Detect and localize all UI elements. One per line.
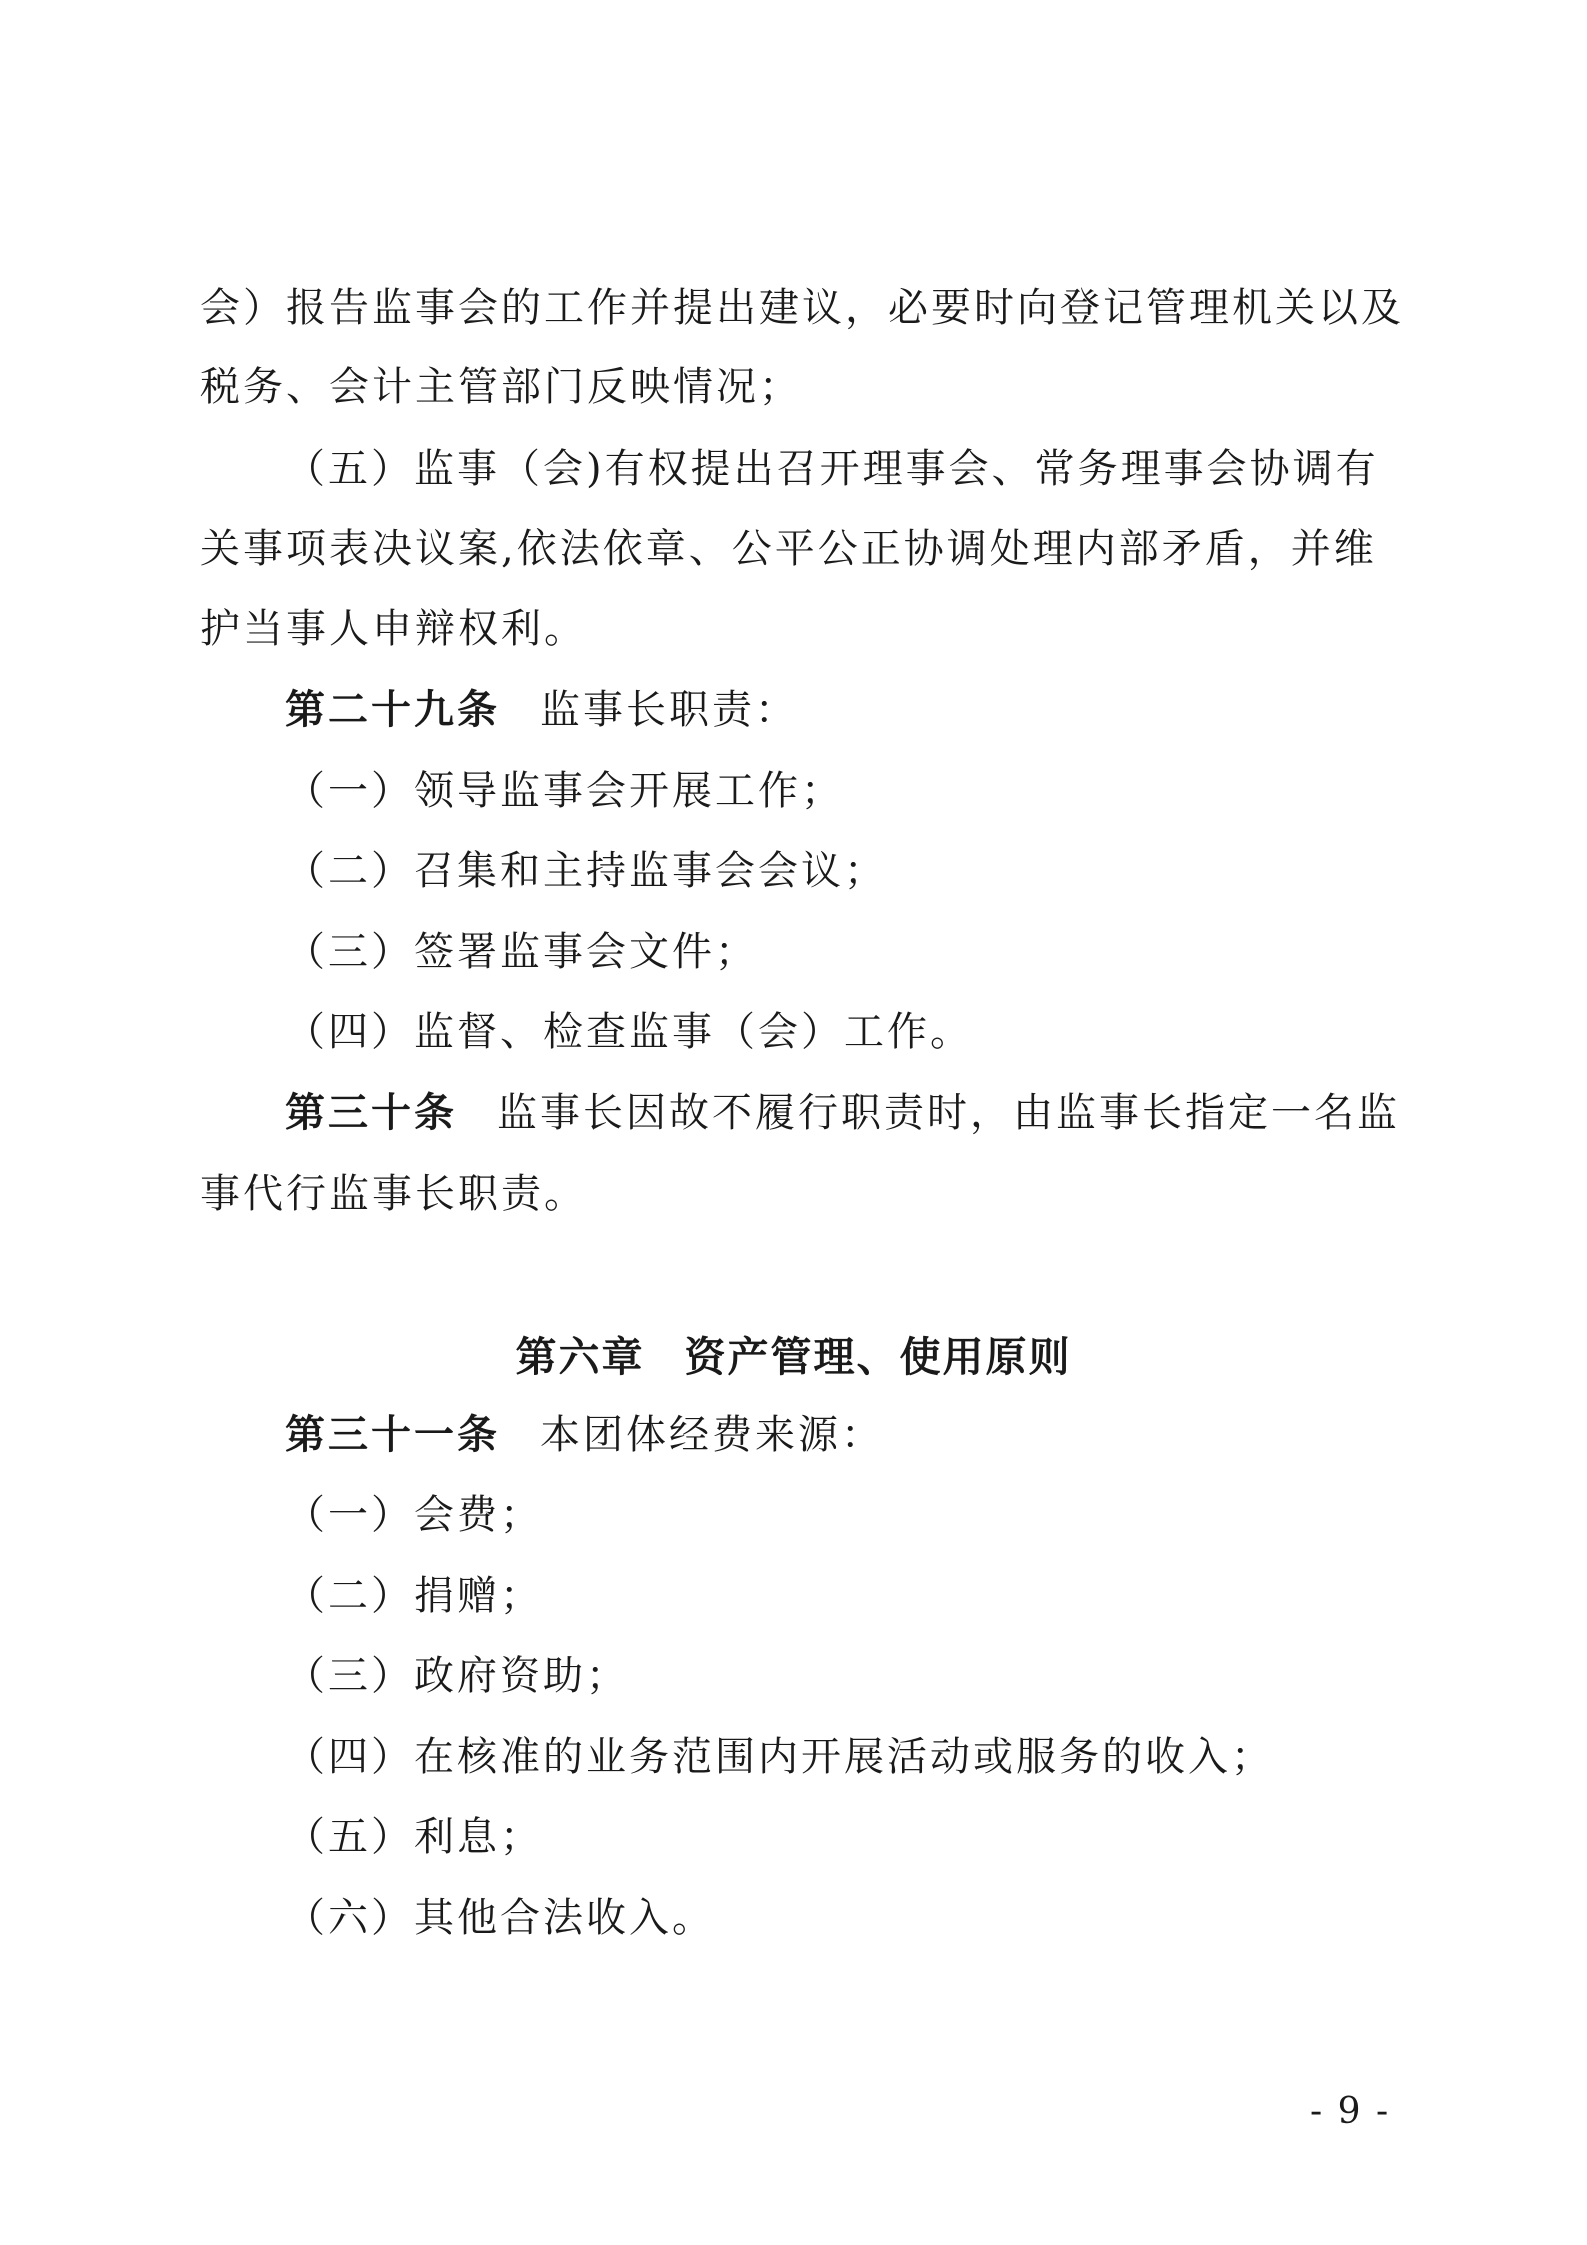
article-30 — [285, 1089, 1400, 1137]
article-31 — [285, 1411, 884, 1459]
paragraph-line: 会）报告监事会的工作并提出建议，必要时向登记管理机关以及 — [200, 285, 1404, 331]
list-item: （四）监督、检查监事（会）工作。 — [285, 1009, 973, 1055]
article-31-label: 第三十一条 — [285, 1411, 500, 1458]
list-item: （二）捐赠； — [285, 1573, 543, 1619]
list-item: （六）其他合法收入。 — [285, 1895, 715, 1941]
list-item: （三）政府资助； — [285, 1653, 629, 1699]
article-30-label: 第三十条 — [285, 1089, 457, 1136]
article-29-label: 第二十九条 — [285, 686, 500, 733]
chapter-title: 资产管理、使用原则 — [684, 1333, 1072, 1381]
chapter-heading — [0, 1332, 1587, 1382]
paragraph-line: 事代行监事长职责。 — [200, 1171, 587, 1217]
paragraph-line: 关事项表决议案,依法依章、公平公正协调处理内部矛盾，并维 — [200, 526, 1377, 572]
list-item: （一）领导监事会开展工作； — [285, 768, 844, 814]
article-31-text: 本团体经费来源： — [540, 1412, 884, 1458]
chapter-number: 第六章 — [515, 1333, 645, 1381]
list-item: （一）会费； — [285, 1492, 543, 1538]
paragraph-line: （五）监事（会)有权提出召开理事会、常务理事会协调有 — [285, 446, 1379, 492]
article-29 — [285, 686, 798, 734]
list-item: （四）在核准的业务范围内开展活动或服务的收入； — [285, 1734, 1274, 1780]
list-item: （五）利息； — [285, 1814, 543, 1860]
list-item: （三）签署监事会文件； — [285, 929, 758, 975]
article-30-text: 监事长因故不履行职责时，由监事长指定一名监 — [497, 1090, 1400, 1136]
paragraph-line: 税务、会计主管部门反映情况； — [200, 364, 802, 410]
list-item: （二）召集和主持监事会会议； — [285, 848, 887, 894]
paragraph-line: 护当事人申辩权利。 — [200, 606, 587, 652]
article-29-text: 监事长职责： — [540, 687, 798, 733]
page-number: - 9 - — [1310, 2091, 1391, 2132]
